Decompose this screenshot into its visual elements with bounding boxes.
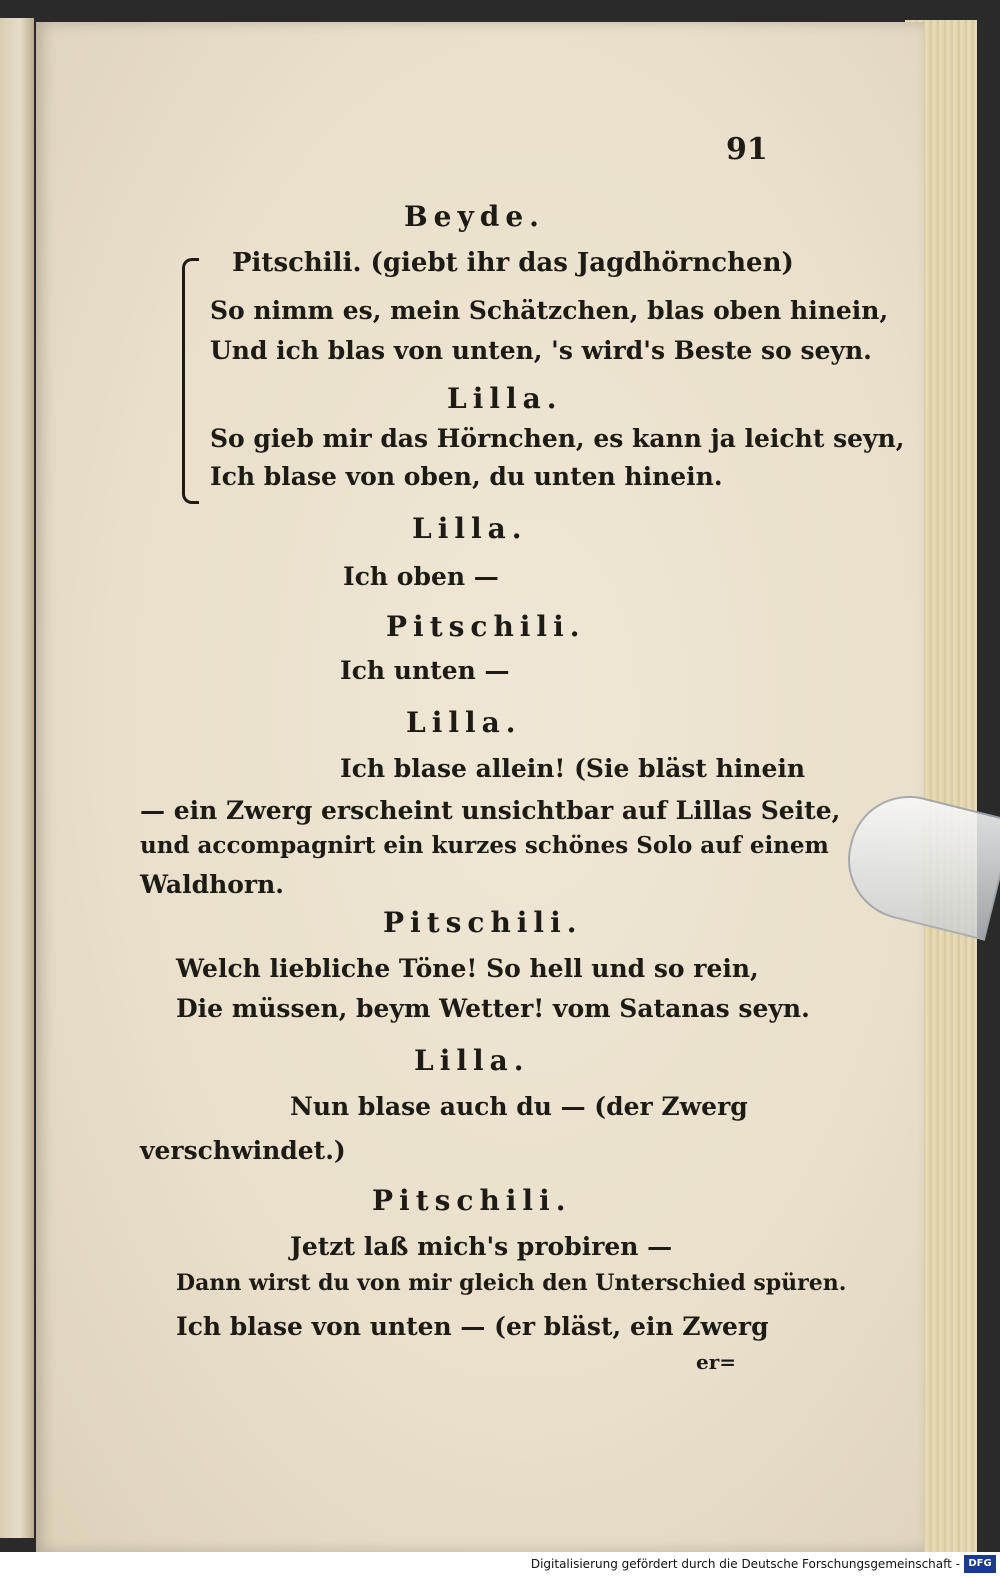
verse-line: Ich blase von oben, du unten hinein. bbox=[210, 462, 723, 491]
verse-line: Ich unten — bbox=[340, 656, 510, 685]
verse-line: So gieb mir das Hörnchen, es kann ja leicht seyn, bbox=[210, 424, 905, 453]
speaker-heading: Pitschili. bbox=[372, 1184, 572, 1217]
verse-line: Welch liebliche Töne! So hell und so rein, bbox=[176, 954, 759, 983]
verse-line: Jetzt laß mich's probiren — bbox=[290, 1232, 673, 1261]
funding-notice: Digitalisierung gefördert durch die Deutsche Forschungsgemeinschaft - bbox=[530, 1557, 960, 1571]
prose-line: Ich blase allein! (Sie bläst hinein bbox=[340, 754, 806, 783]
speaker-heading: Lilla. bbox=[412, 512, 528, 545]
left-page-edge bbox=[0, 18, 34, 1538]
page-number: 91 bbox=[726, 132, 768, 167]
speaker-heading: Lilla. bbox=[414, 1044, 530, 1077]
verse-line: So nimm es, mein Schätzchen, blas oben hinein, bbox=[210, 296, 889, 325]
verse-line: Und ich blas von unten, 's wird's Beste so seyn. bbox=[210, 336, 872, 365]
speaker-heading: Pitschili. bbox=[383, 906, 583, 939]
prose-line: — ein Zwerg erscheint unsichtbar auf Lillas Seite, bbox=[140, 796, 841, 825]
prose-line: Nun blase auch du — (der Zwerg bbox=[290, 1092, 748, 1121]
prose-line: Ich blase von unten — (er bläst, ein Zwerg bbox=[176, 1312, 769, 1341]
dfg-logo: DFG bbox=[964, 1555, 996, 1573]
prose-line: Waldhorn. bbox=[140, 870, 284, 899]
catchword: er= bbox=[696, 1350, 737, 1374]
verse-line: Dann wirst du von mir gleich den Unterschied spüren. bbox=[176, 1270, 847, 1296]
speaker-heading: Pitschili. bbox=[386, 610, 586, 643]
speaker-heading: Lilla. bbox=[406, 706, 522, 739]
prose-line: verschwindet.) bbox=[140, 1136, 346, 1165]
speaker-heading: Beyde. bbox=[404, 200, 545, 233]
bracket bbox=[182, 258, 199, 504]
verse-line: Pitschili. (giebt ihr das Jagdhörnchen) bbox=[232, 248, 794, 278]
speaker-heading: Lilla. bbox=[447, 382, 563, 415]
verse-line: Ich oben — bbox=[343, 562, 499, 591]
prose-line: und accompagnirt ein kurzes schönes Solo auf einem bbox=[140, 832, 829, 859]
verse-line: Die müssen, beym Wetter! vom Satanas seyn. bbox=[176, 994, 810, 1023]
